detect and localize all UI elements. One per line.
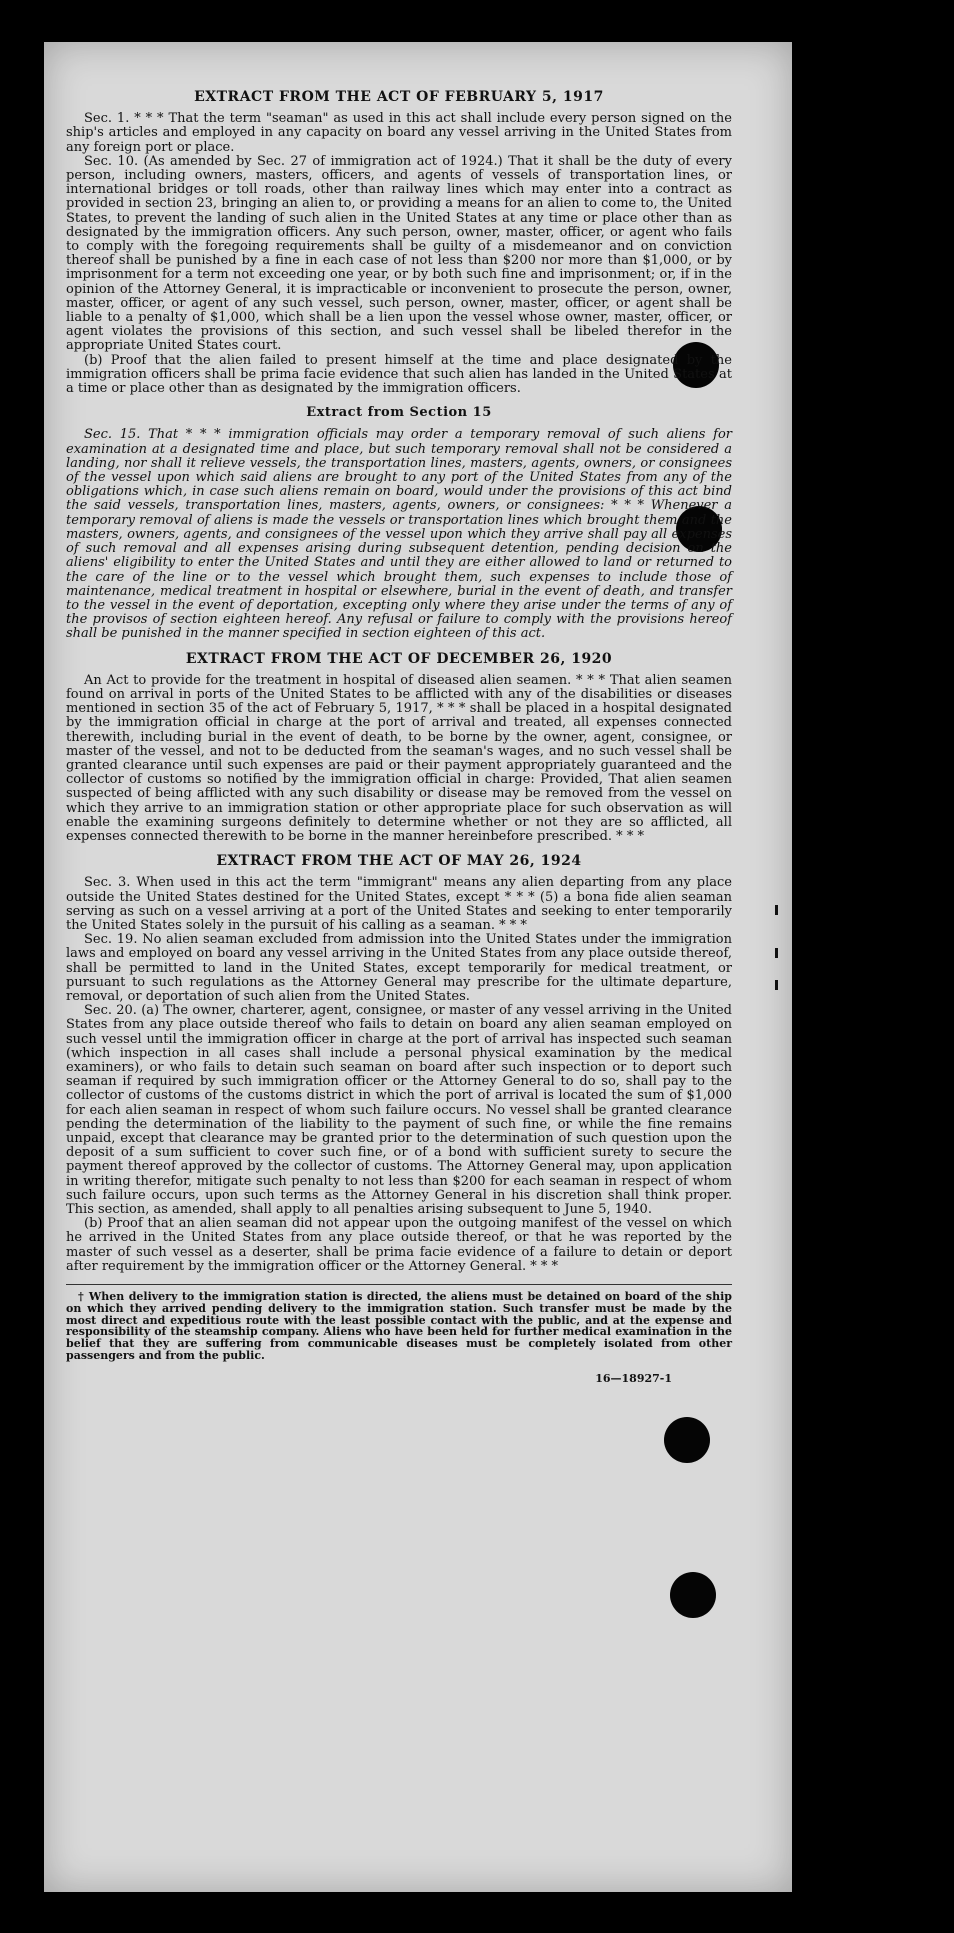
paragraph-proof: (b) Proof that the alien failed to present himself at the time and place designated by the immigration officers shall be prima facie evidence that such alien has landed in the United States at a time or place other than as designated by the immigration officers.: [66, 352, 732, 397]
footnote-text: † When delivery to the immigration station is directed, the aliens must be detained on board of the ship on which they arrived pending delivery to the immigration station. Such transfer must be made by the most direct and expeditious route with the least possible contact with the public, and at the expense and responsibility of the steamship company. Aliens who have been held for further medical examination in the belief that they are suffering from communicable diseases must be completely isolated from other passengers and from the public.: [66, 1290, 732, 1363]
edge-mark: [775, 948, 778, 958]
paragraph-sec-15: Sec. 15. That * * * immigration officials may order a temporary removal of such aliens for examination at a designated time and place, but such temporary removal shall not be considered a landing, nor shall it relieve vessels, the transportation lines, masters, agents, owners, or consignees of the vessel upon which said aliens are brought to any port of the United States from any of the obligations which, in case such aliens remain on board, would under the provisions of this act bind the said vessels, transportation lines, masters, agents, owners, or consignees: * * * Whenever a temporary removal of aliens is made the vessels or transportation lines which brought them and the masters, owners, agents, and consignees of the vessel upon which they arrive shall pay all expenses of such removal and all expenses arising during subsequent detention, pending decision on the aliens' eligibility to enter the United States and until they are either allowed to land or returned to the care of the line or to the vessel which brought them, such expenses to include those of maintenance, medical treatment in hospital or elsewhere, burial in the event of death, and transfer to the vessel in the event of deportation, excepting only where they arise under the terms of any of the provisos of section eighteen hereof. Any refusal or failure to comply with the provisions hereof shall be punished in the manner specified in section eighteen of this act.: [66, 427, 732, 642]
punch-hole: [664, 1417, 710, 1463]
footnote: [66, 1291, 732, 1362]
paragraph-sec-3: Sec. 3. When used in this act the term "immigrant" means any alien departing from any place outside the United States destined for the United States, except * * * (5) a bona fide alien seaman serving as such on a vessel arriving at a port of the United States and seeking to enter temporarily the United States solely in the pursuit of his calling as a seaman. * * *: [66, 875, 732, 933]
paragraph-sec-20: Sec. 20. (a) The owner, charterer, agent, consignee, or master of any vessel arriving in the United States from any place outside thereof who fails to detain on board any alien seaman employed on such vessel until the immigration officer in charge at the port of arrival has inspected such seaman (which inspection in all cases shall include a personal physical examination by the medical examiners), or who fails to detain such seaman on board after such inspection or to deport such seaman if required by such immigration officer or the Attorney General to do so, shall pay to the collector of customs of the customs district in which the port of arrival is located the sum of $1,000 for each alien seaman in respect of whom such failure occurs. No vessel shall be granted clearance pending the determination of the liability to the payment of such fine, or while the fine remains unpaid, except that clearance may be granted prior to the determination of such question upon the deposit of a sum sufficient to cover such fine, or of a bond with sufficient surety to secure the payment thereof approved by the collector of customs. The Attorney General may, upon application in writing therefor, mitigate such penalty to not less than $200 for each seaman in respect of whom such failure occurs, upon such terms as the Attorney General in his discretion shall think proper. This section, as amended, shall apply to all penalties arising subsequent to June 5, 1940.: [66, 1003, 732, 1218]
edge-mark: [775, 980, 778, 990]
form-number: 16—18927-1: [595, 1371, 672, 1385]
paragraph-proof-b: (b) Proof that an alien seaman did not appear upon the outgoing manifest of the vessel on which he arrived in the United States from any place outside thereof, or that he was reported by the master of such vessel as a deserter, shall be prima facie evidence of a failure to detain or deport after requirement by the immigration officer or the Attorney General. * * *: [66, 1216, 732, 1274]
punch-hole: [670, 1572, 716, 1618]
heading-act-1920: EXTRACT FROM THE ACT OF DECEMBER 26, 1920: [185, 650, 613, 667]
edge-mark: [775, 905, 778, 915]
paragraph-sec-10: Sec. 10. (As amended by Sec. 27 of immigration act of 1924.) That it shall be the duty of every person, including owners, masters, officers, and agents of vessels of transportation lines, or international bridges or toll roads, other than railway lines which may enter into a contract as provided in section 23, bringing an alien to, or providing a means for an alien to come to, the United States, to prevent the landing of such alien in the United States at any time or place other than as designated by the immigration officers. Any such person, owner, master, officer, or agent who fails to comply with the foregoing requirements shall be guilty of a misdemeanor and on conviction thereof shall be punished by a fine in each case of not less than $200 nor more than $1,000, or by imprisonment for a term not exceeding one year, or by both such fine and imprisonment; or, if in the opinion of the Attorney General, it is impracticable or inconvenient to prosecute the person, owner, master, officer, or agent of any such vessel, such person, owner, master, officer, or agent shall be liable to a penalty of $1,000, which shall be a lien upon the vessel whose owner, master, officer, or agent violates the provisions of this section, and such vessel shall be libeled therefor in the appropriate United States court.: [66, 153, 732, 354]
divider: [66, 1284, 732, 1285]
paragraph-act-1920: An Act to provide for the treatment in hospital of diseased alien seamen. * * * That alien seamen found on arrival in ports of the United States to be afflicted with any of the disabilities or diseases mentioned in section 35 of the act of February 5, 1917, * * * shall be placed in a hospital designated by the immigration official in charge at the port of arrival and treated, all expenses connected therewith, including burial in the event of death, to be borne by the owner, agent, consignee, or master of the vessel, and not to be deducted from the seaman's wages, and no such vessel shall be granted clearance until such expenses are paid or their payment appropriately guaranteed and the collector of customs so notified by the immigration official in charge: Provided, That alien seamen suspected of being afflicted with any such disability or disease may be removed from the vessel on which they arrive to an immigration station or other appropriate place for such observation as will enable the examining surgeons definitely to determine whether or not they are so afflicted, all expenses connected therewith to be borne in the manner hereinbefore prescribed. * * *: [66, 672, 732, 844]
heading-act-1917: EXTRACT FROM THE ACT OF FEBRUARY 5, 1917: [194, 89, 604, 105]
document-text: [66, 80, 732, 1386]
paragraph-sec-19: Sec. 19. No alien seaman excluded from admission into the United States under the immigration laws and employed on board any vessel arriving in the United States from any place outside thereof, shall be permitted to land in the United States, except temporarily for medical treatment, or pursuant to such regulations as the Attorney General may prescribe for the ultimate departure, removal, or deportation of such alien from the United States.: [66, 932, 732, 1004]
heading-section-15: Extract from Section 15: [306, 405, 492, 421]
paragraph-sec-1: Sec. 1. * * * That the term "seaman" as used in this act shall include every person signed on the ship's articles and employed in any capacity on board any vessel arriving in the United States from any foreign port or place.: [66, 111, 732, 155]
heading-act-1924: EXTRACT FROM THE ACT OF MAY 26, 1924: [216, 853, 582, 870]
